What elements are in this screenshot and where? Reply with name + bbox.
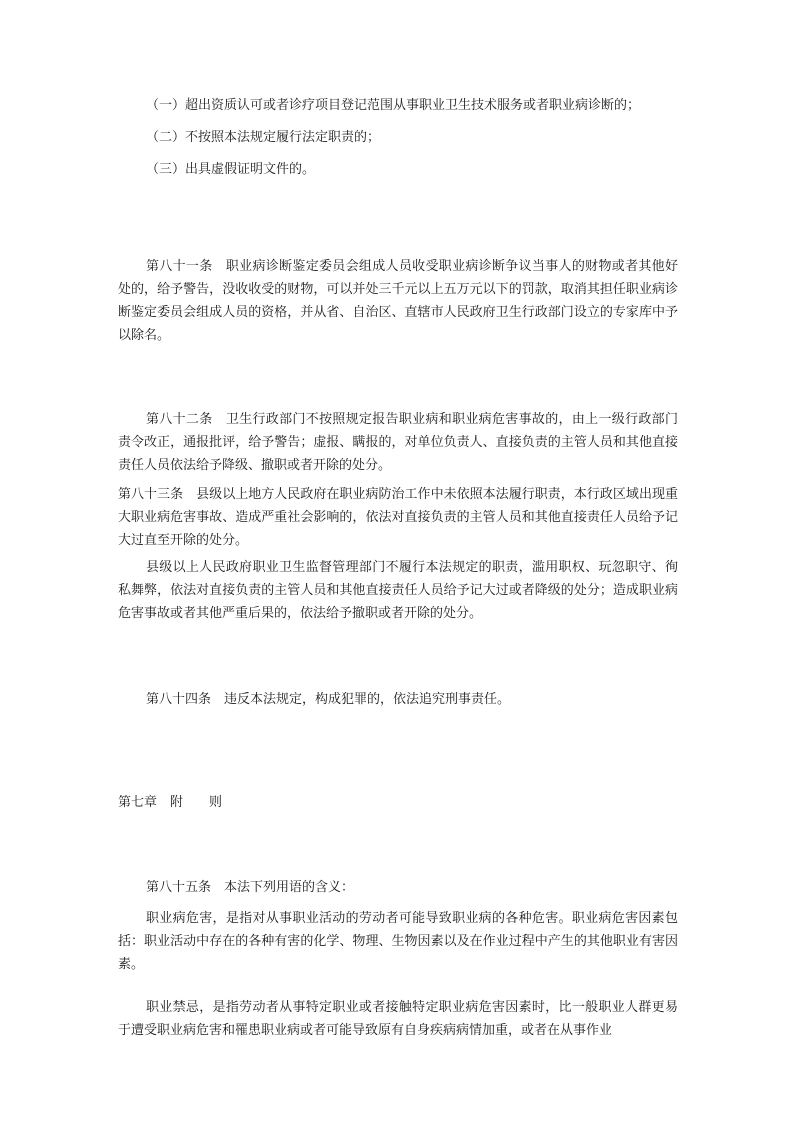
article-84: 第八十四条 违反本法规定，构成犯罪的，依法追究刑事责任。 xyxy=(146,692,511,707)
definition-occupational-hazard: 职业病危害，是指对从事职业活动的劳动者可能导致职业病的各种危害。职业病危害因素包括：职业活动中存在的各种有害的化学、物理、生物因素以及在作业过程中产生的其他职业有害因素。 xyxy=(118,911,678,972)
list-item-1: （一）超出资质认可或者诊疗项目登记范围从事职业卫生技术服务或者职业病诊断的； xyxy=(146,98,641,113)
article-83: 第八十三条 县级以上地方人民政府在职业病防治工作中未依照本法履行职责，本行政区域出现重大职业病危害事故、造成严重社会影响的，依法对直接负责的主管人员和其他直接责任人员给予记大过直至开除的处分。 xyxy=(118,487,678,548)
chapter-heading: 第七章 附 则 xyxy=(118,795,223,810)
list-item-2: （二）不按照本法规定履行法定职责的； xyxy=(146,130,381,145)
article-81: 第八十一条 职业病诊断鉴定委员会组成人员收受职业病诊断争议当事人的财物或者其他好处的，给予警告，没收收受的财物，可以并处三千元以上五万元以下的罚款，取消其担任职业病诊断鉴定委员会组成人员的资格，并从省、自治区、直辖市人民政府卫生行政部门设立的专家库中予以除名。 xyxy=(118,259,678,343)
definition-occupational-contraindication: 职业禁忌，是指劳动者从事特定职业或者接触特定职业病危害因素时，比一般职业人群更易于遭受职业病危害和罹患职业病或者可能导致原有自身疾病病情加重，或者在从事作业 xyxy=(118,1000,678,1038)
article-83-paragraph-2: 县级以上人民政府职业卫生监督管理部门不履行本法规定的职责，滥用职权、玩忽职守、徇私舞弊，依法对直接负责的主管人员和其他直接责任人员给予记大过或者降级的处分；造成职业病危害事故或者其他严重后果的，依法给予撤职或者开除的处分。 xyxy=(118,560,678,621)
article-85: 第八十五条 本法下列用语的含义： xyxy=(146,880,355,895)
list-item-3: （三）出具虚假证明文件的。 xyxy=(146,162,316,177)
article-82: 第八十二条 卫生行政部门不按照规定报告职业病和职业病危害事故的，由上一级行政部门责令改正，通报批评，给予警告；虚报、瞒报的，对单位负责人、直接负责的主管人员和其他直接责任人员依法给予降级、撤职或者开除的处分。 xyxy=(118,412,678,473)
